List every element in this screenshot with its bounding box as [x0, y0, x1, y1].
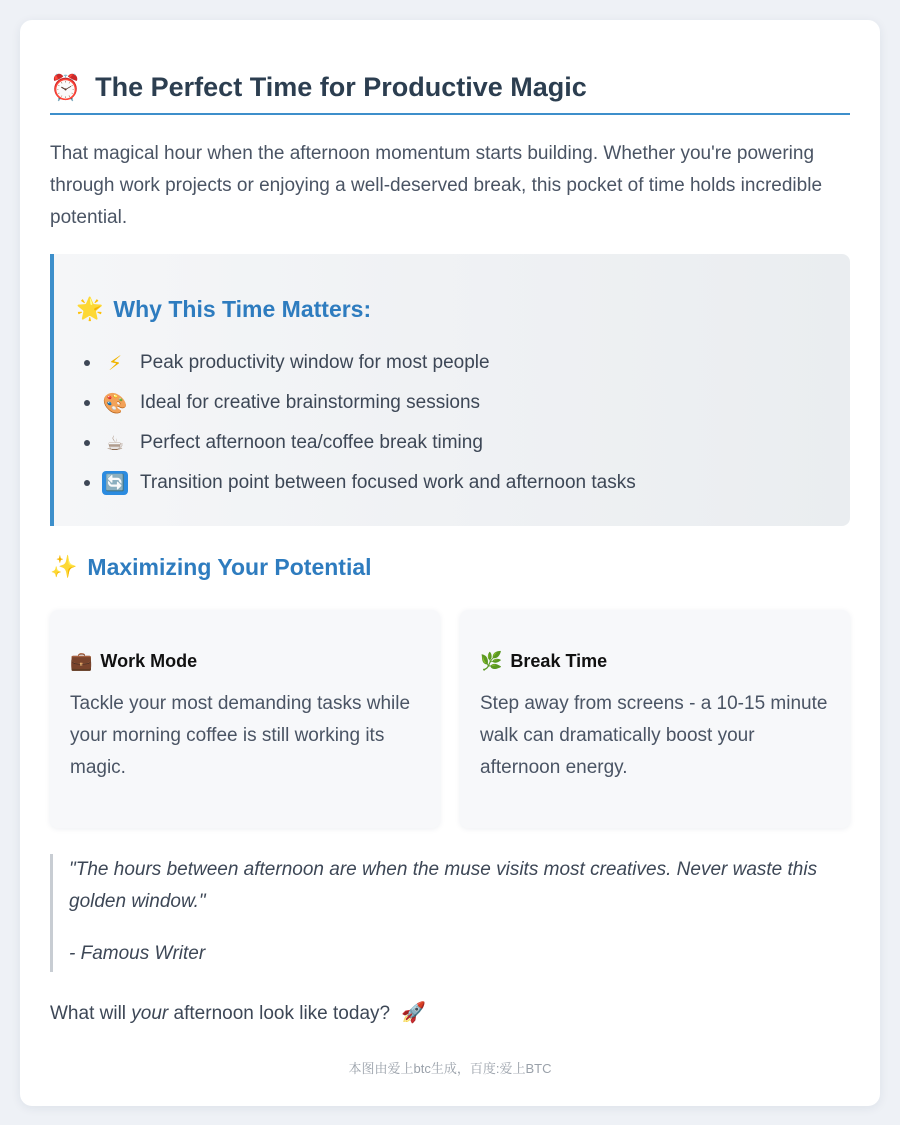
quote-block: [50, 854, 850, 972]
sparkles-icon: ✨: [50, 555, 78, 580]
list-item: [102, 463, 636, 503]
refresh-icon: 🔄: [102, 471, 128, 495]
work-mode-card: [50, 610, 440, 828]
leaf-icon: 🌿: [480, 650, 503, 672]
closing-emphasis: your: [131, 1003, 169, 1024]
break-time-card: [460, 610, 850, 828]
closing-line: [50, 996, 426, 1030]
content-card: [20, 20, 880, 1106]
intro-paragraph: That magical hour when the afternoon momentum starts building. Whether you're powering through work projects or enjoying a well-deserved break, this pocket of time holds incredible potential.: [50, 143, 823, 228]
break-time-title-text: Break Time: [510, 650, 608, 671]
closing-text-before: What will: [50, 1003, 132, 1024]
maximize-heading-text: Maximizing Your Potential: [87, 554, 372, 580]
list-item: [102, 423, 636, 463]
list-item-text: Ideal for creative brainstorming sessions: [140, 392, 481, 413]
work-mode-title: [70, 650, 420, 672]
work-mode-title-text: Work Mode: [100, 650, 198, 671]
hot-beverage-icon: ☕: [106, 431, 124, 455]
alarm-clock-icon: ⏰: [50, 72, 82, 102]
quote-text: "The hours between afternoon are when the muse visits most creatives. Never waste this golden window.": [69, 859, 818, 912]
list-item-text: Perfect afternoon tea/coffee break timing: [140, 432, 483, 453]
list-item-text: Peak productivity window for most people: [140, 352, 490, 373]
glowing-star-icon: 🌟: [76, 297, 104, 322]
why-callout: [50, 254, 850, 526]
closing-text-after: afternoon look like today?: [168, 1003, 391, 1024]
briefcase-icon: 💼: [70, 650, 93, 672]
why-heading: [76, 296, 371, 323]
lightning-icon: ⚡: [107, 351, 123, 375]
why-list: [102, 343, 636, 503]
page-title: [50, 72, 850, 115]
maximize-heading: [50, 554, 372, 581]
palette-icon: 🎨: [102, 391, 128, 415]
page-title-text: The Perfect Time for Productive Magic: [95, 72, 587, 102]
rocket-icon: 🚀: [401, 1000, 427, 1024]
break-time-title: [480, 650, 830, 672]
footer-credit: 本图由爱上btc生成，百度:爱上BTC: [348, 1061, 552, 1076]
list-item-text: Transition point between focused work and afternoon tasks: [140, 472, 636, 493]
work-mode-text: Tackle your most demanding tasks while your morning coffee is still working its magic.: [70, 693, 411, 778]
list-item: [102, 343, 636, 383]
quote-author: - Famous Writer: [69, 943, 206, 964]
break-time-text: Step away from screens - a 10-15 minute walk can dramatically boost your afternoon energy.: [480, 693, 828, 778]
why-heading-text: Why This Time Matters:: [113, 296, 372, 322]
list-item: [102, 383, 636, 423]
